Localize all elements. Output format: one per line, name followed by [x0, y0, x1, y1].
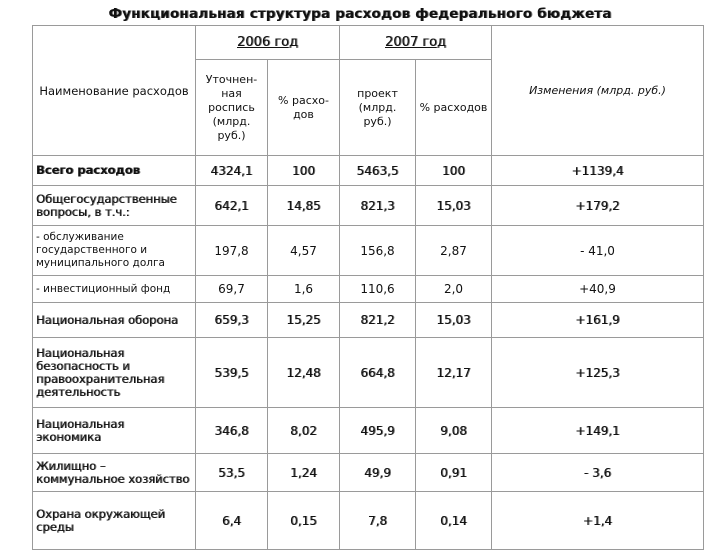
table-row — [33, 408, 704, 454]
cell-2006-value: 346,8 — [196, 408, 268, 454]
table-row — [33, 276, 704, 303]
cell-2007-pct: 9,08 — [416, 408, 492, 454]
cell-change: +149,1 — [492, 408, 704, 454]
row-name: Национальная экономика — [33, 408, 196, 454]
cell-2006-pct: 0,15 — [268, 492, 340, 550]
row-name: Общегосударственные вопросы, в т.ч.: — [33, 186, 196, 226]
row-name: - обслуживание государственного и муниципального долга — [33, 226, 196, 276]
header-2006-plan: Уточнен-ная роспись (млрд. руб.) — [196, 60, 268, 156]
row-name: Национальная оборона — [33, 303, 196, 338]
cell-2007-pct: 2,87 — [416, 226, 492, 276]
cell-2007-pct: 100 — [416, 156, 492, 186]
page-title: Функциональная структура расходов федерального бюджета — [108, 6, 612, 22]
cell-2007-pct: 15,03 — [416, 186, 492, 226]
cell-change: +125,3 — [492, 338, 704, 408]
cell-2006-value: 539,5 — [196, 338, 268, 408]
cell-2006-pct: 1,6 — [268, 276, 340, 303]
cell-change: +1,4 — [492, 492, 704, 550]
cell-2007-pct: 2,0 — [416, 276, 492, 303]
table-row — [33, 338, 704, 408]
row-name: - инвестиционный фонд — [33, 276, 196, 303]
cell-2006-pct: 4,57 — [268, 226, 340, 276]
cell-2006-pct: 14,85 — [268, 186, 340, 226]
cell-2006-pct: 100 — [268, 156, 340, 186]
table-row — [33, 303, 704, 338]
cell-2006-value: 642,1 — [196, 186, 268, 226]
table-row — [33, 492, 704, 550]
header-2007-plan: проект (млрд. руб.) — [340, 60, 416, 156]
header-2007-pct: % расходов — [416, 60, 492, 156]
row-name: Всего расходов — [33, 156, 196, 186]
cell-2006-value: 69,7 — [196, 276, 268, 303]
header-name: Наименование расходов — [33, 26, 196, 156]
cell-2007-pct: 0,91 — [416, 454, 492, 492]
cell-2006-pct: 8,02 — [268, 408, 340, 454]
cell-2006-value: 53,5 — [196, 454, 268, 492]
cell-2007-value: 821,3 — [340, 186, 416, 226]
cell-2007-pct: 12,17 — [416, 338, 492, 408]
cell-2006-value: 4324,1 — [196, 156, 268, 186]
cell-2007-value: 7,8 — [340, 492, 416, 550]
header-year-2006: 2006 год — [196, 26, 340, 60]
header-row-years — [33, 26, 704, 60]
cell-2007-value: 664,8 — [340, 338, 416, 408]
cell-change: +179,2 — [492, 186, 704, 226]
cell-2006-value: 659,3 — [196, 303, 268, 338]
cell-change: +1139,4 — [492, 156, 704, 186]
cell-2006-pct: 1,24 — [268, 454, 340, 492]
header-change: Изменения (млрд. руб.) — [492, 26, 704, 156]
table-row — [33, 226, 704, 276]
cell-change: +40,9 — [492, 276, 704, 303]
header-year-2007: 2007 год — [340, 26, 492, 60]
cell-2007-value: 49,9 — [340, 454, 416, 492]
cell-2007-value: 495,9 — [340, 408, 416, 454]
cell-change: +161,9 — [492, 303, 704, 338]
row-name: Национальная безопасность и правоохранительная деятельность — [33, 338, 196, 408]
row-name: Охрана окружающей среды — [33, 492, 196, 550]
cell-2007-value: 156,8 — [340, 226, 416, 276]
cell-2007-value: 110,6 — [340, 276, 416, 303]
cell-change: - 41,0 — [492, 226, 704, 276]
cell-2006-pct: 15,25 — [268, 303, 340, 338]
cell-2006-value: 197,8 — [196, 226, 268, 276]
cell-2007-value: 821,2 — [340, 303, 416, 338]
cell-2006-value: 6,4 — [196, 492, 268, 550]
cell-change: - 3,6 — [492, 454, 704, 492]
row-name: Жилищно – коммунальное хозяйство — [33, 454, 196, 492]
cell-2007-value: 5463,5 — [340, 156, 416, 186]
table-row — [33, 186, 704, 226]
header-2006-pct: % расхо-дов — [268, 60, 340, 156]
cell-2007-pct: 0,14 — [416, 492, 492, 550]
cell-2007-pct: 15,03 — [416, 303, 492, 338]
table-row — [33, 156, 704, 186]
table-row — [33, 454, 704, 492]
budget-table — [32, 25, 704, 550]
cell-2006-pct: 12,48 — [268, 338, 340, 408]
